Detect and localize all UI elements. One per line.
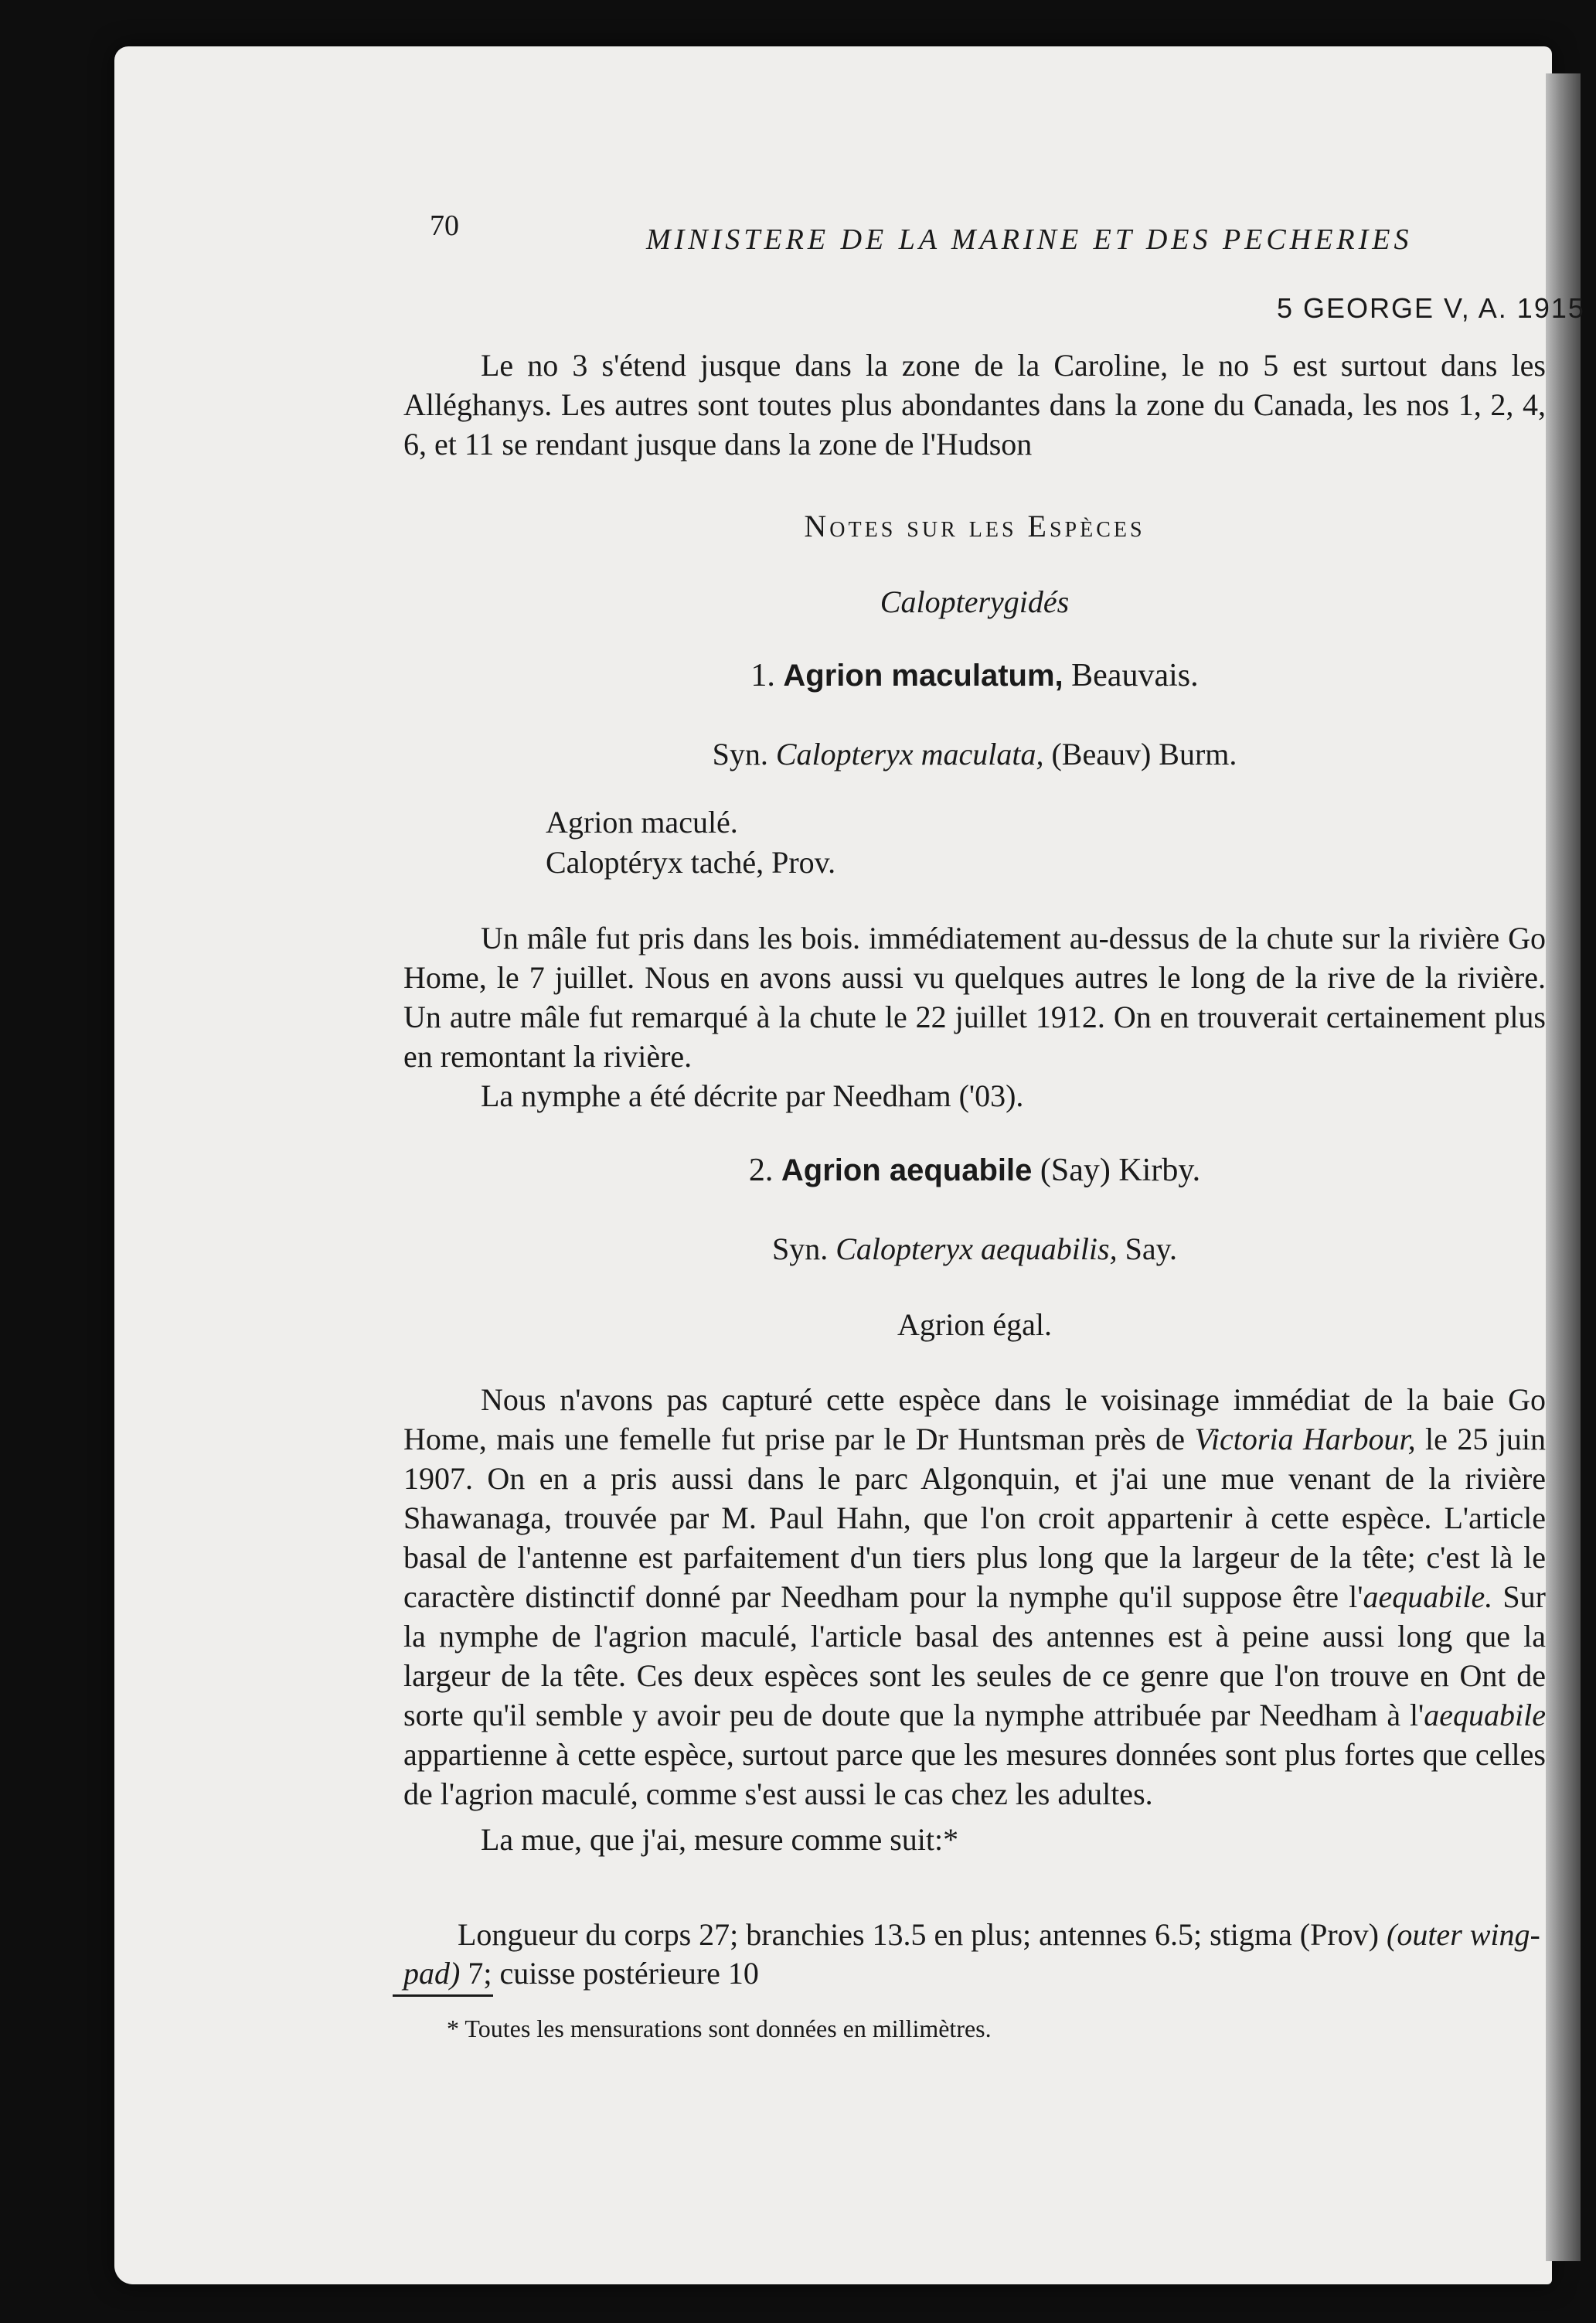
running-title: MINISTERE DE LA MARINE ET DES PECHERIES	[646, 223, 1413, 256]
page-edge	[1546, 73, 1581, 2261]
vernacular-names-1	[546, 802, 835, 883]
species-author: (Say) Kirby.	[1040, 1153, 1201, 1188]
species2-paragraph	[403, 1380, 1546, 1859]
species2-text: Nous n'avons pas capturé cette espèce dans le voisinage immédiat de la baie Go Home, mais une femelle fut prise par le Dr Huntsman près de Victoria Harbour, le 25 juin 1907. On en a pris aussi dans le parc Algonquin, et j'ai une mue venant de la rivière Shawanaga, trouvée par M. Paul Hahn, que l'on croit appartenir à cette espèce. L'article basal de l'antenne est parfaitement d'un tiers plus long que la largeur de la tête; c'est là le caractère distinctif donné par Needham pour la nymphe qu'il suppose être l'aequabile. Sur la nymphe de l'agrion maculé, l'article basal des antennes est à peine aussi long que la largeur de la tête. Ces deux espèces sont les seules de ce genre que l'on trouve en Ont de sorte qu'il semble y avoir peu de doute que la nymphe attribuée par Needham à l'aequabile appartienne à cette espèce, surtout parce que les mesures données sont plus fortes que celles de l'agrion maculé, comme s'est aussi le cas chez les adultes.	[403, 1382, 1547, 1811]
syn-label: Syn.	[771, 1231, 829, 1266]
footnote-rule	[393, 1994, 493, 1997]
species-heading-2	[403, 1152, 1546, 1189]
species-name: Agrion aequabile	[781, 1153, 1033, 1187]
species-author: Beauvais.	[1071, 658, 1199, 693]
place-name: Victoria Harbour,	[1194, 1422, 1416, 1456]
intro-paragraph	[403, 346, 1546, 464]
species1-text: Un mâle fut pris dans les bois. immédiatement au-dessus de la chute sur la rivière Go Home, le 7 juillet. Nous en avons aussi vu quelques autres le long de la rive de la rivière. Un autre mâle fut remarqué à la chute le 22 juillet 1912. On en trouverait certainement plus en remontant la rivière.	[403, 921, 1546, 1074]
syn-name: Calopteryx maculata,	[775, 737, 1044, 771]
footnote: * Toutes les mensurations sont données en millimètres.	[447, 2015, 992, 2042]
vernacular-fr: Agrion maculé.	[546, 805, 738, 840]
intro-text: Le no 3 s'étend jusque dans la zone de la Caroline, le no 5 est surtout dans les Alléghanys. Les autres sont toutes plus abondantes dans la zone du Canada, les nos 1, 2, 4, 6, et 11 se rendant jusque dans la zone de l'Hudson	[403, 348, 1546, 462]
synonym-line-1	[403, 736, 1546, 772]
section-title: Notes sur les Espèces	[804, 509, 1145, 543]
syn-author: Say.	[1125, 1231, 1178, 1266]
species-number: 2.	[748, 1153, 774, 1188]
vernacular-name-2: Agrion égal.	[897, 1307, 1052, 1342]
mue-intro: La mue, que j'ai, mesure comme suit:*	[481, 1822, 959, 1857]
vernacular-prov: Caloptéryx taché, Prov.	[546, 845, 836, 880]
synonym-line-2	[403, 1231, 1546, 1267]
species1-paragraph	[403, 918, 1546, 1116]
species1-text2: La nymphe a été décrite par Needham ('03).	[481, 1078, 1024, 1113]
syn-name: Calopteryx aequabilis,	[835, 1231, 1118, 1266]
session-label: 5 GEORGE V, A. 1915	[1277, 292, 1585, 324]
species-heading-1	[403, 657, 1546, 694]
syn-label: Syn.	[712, 737, 768, 771]
page-number: 70	[430, 209, 459, 242]
syn-author: (Beauv) Burm.	[1051, 737, 1237, 771]
measurements-text: Longueur du corps 27; branchies 13.5 en plus; antennes 6.5; stigma (Prov) (outer wing-pad) 7; cuisse postérieure 10	[403, 1917, 1540, 1991]
species-number: 1.	[750, 658, 775, 693]
family-name: Calopterygidés	[880, 584, 1070, 619]
species-name: Agrion maculatum,	[783, 659, 1063, 693]
measurements	[403, 1916, 1546, 1993]
